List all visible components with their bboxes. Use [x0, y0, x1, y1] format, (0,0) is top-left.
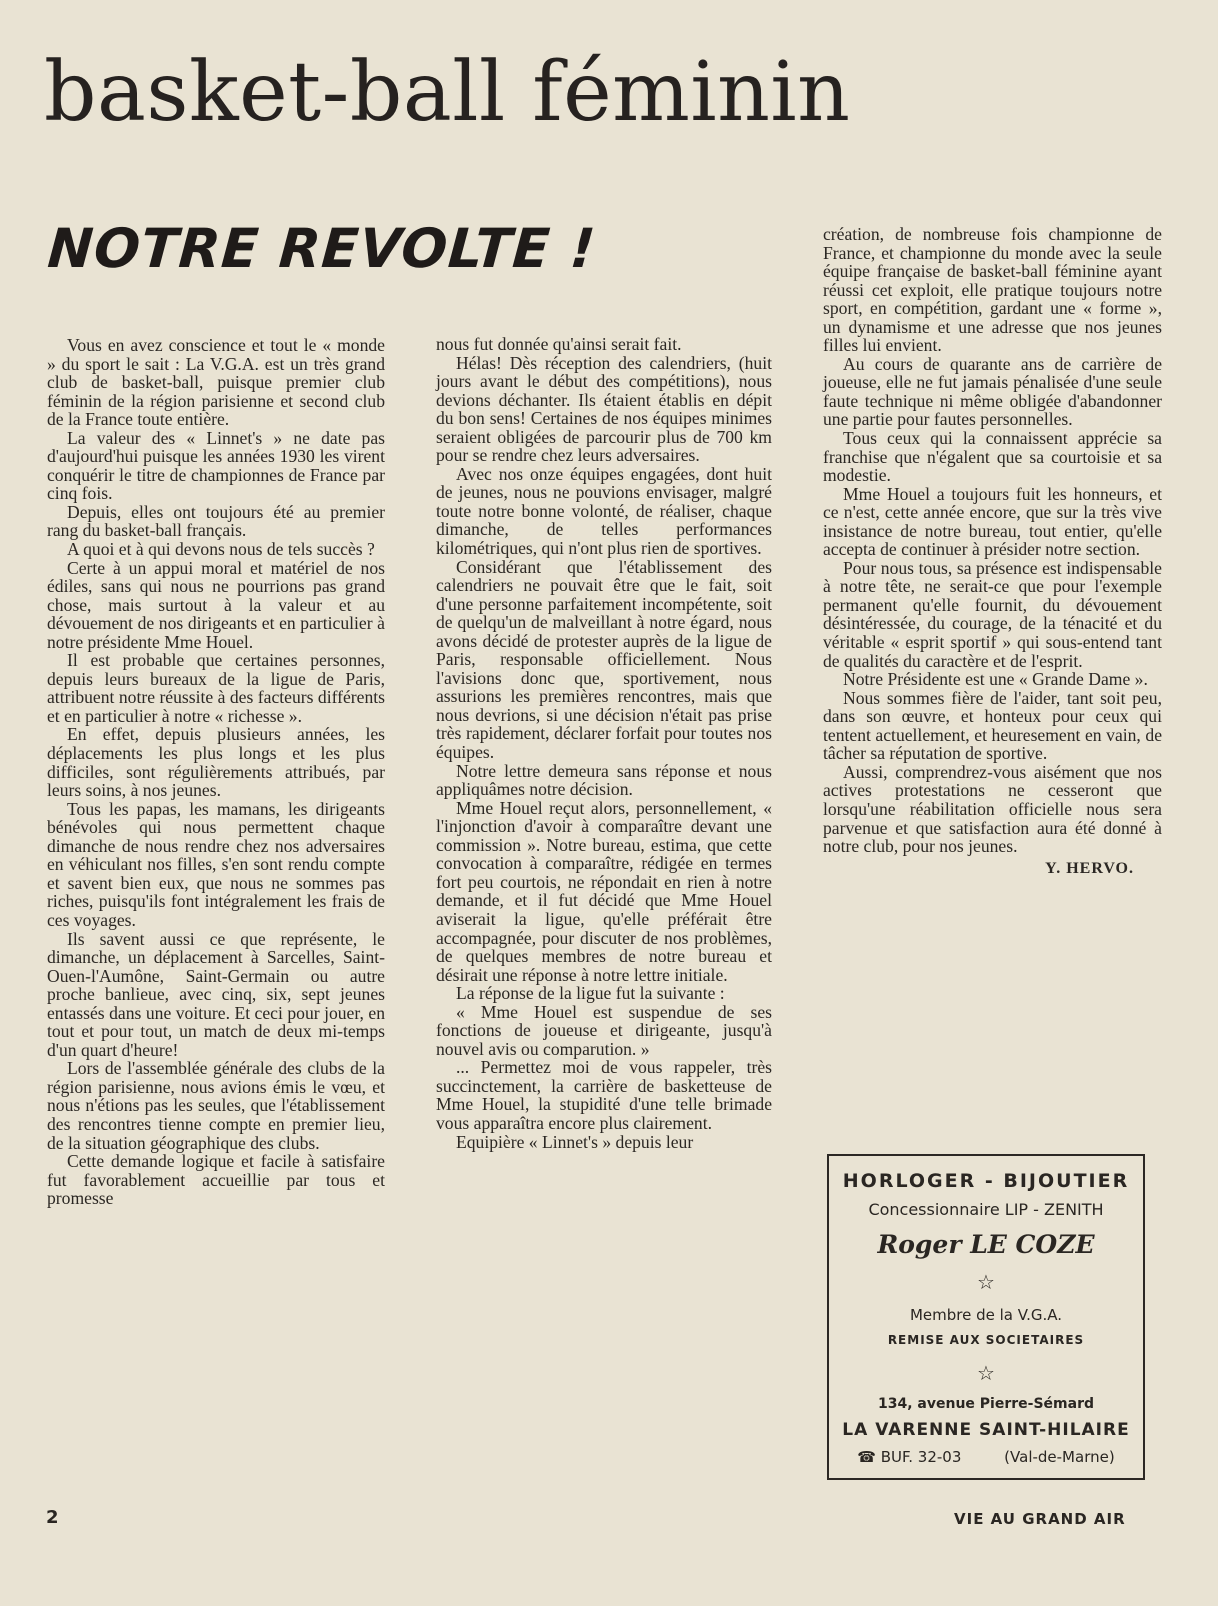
paragraph: Mme Houel a toujours fuit les honneurs, et ce n'est, cette année encore, que sur la très vive insistance de notre bureau, tout entier, qu'elle accepta de continuer à présider notre section.: [823, 483, 1162, 560]
paragraph: Tous les papas, les mamans, les dirigeants bénévoles qui nous permettent chaque dimanche de nous rendre chez nos adversaires en véhiculant nos filles, s'en sont rendu compte et savent bien eux, que nous ne sommes pas riches, puisqu'ils font intégralement les frais de ces voyages.: [47, 798, 385, 930]
paragraph: Notre lettre demeura sans réponse et nous appliquâmes notre décision.: [436, 760, 772, 800]
ad-membership: Membre de la V.G.A.: [909, 1306, 1063, 1324]
ad-city: LA VARENNE SAINT-HILAIRE: [842, 1420, 1130, 1440]
phone-icon: ☎: [857, 1448, 876, 1466]
paragraph: nous fut donnée qu'ainsi serait fait.: [436, 334, 682, 354]
paragraph: Pour nous tous, sa présence est indispensable à notre tête, ne serait-ce que pour l'exemple permanent qu'elle fournit, du dévouement désintéressée, du courage, de la ténacité et du véritable « esprit sportif » qui sous-entend tant de qualités du caractère et de l'esprit.: [823, 557, 1162, 671]
paragraph: La valeur des « Linnet's » ne date pas d'aujourd'hui puisque les années 1930 les virent conquérir le titre de championnes de France par cinq fois.: [47, 427, 385, 504]
paragraph: Cette demande logique et facile à satisfaire fut favorablement accueillie par tous et promesse: [47, 1151, 385, 1209]
paragraph: Tous ceux qui la connaissent apprécie sa franchise que n'égalent que sa courtoisie et sa modestie.: [823, 428, 1162, 486]
paragraph: La réponse de la ligue fut la suivante :: [456, 983, 725, 1004]
author-signature: Y. HERVO.: [1045, 859, 1134, 877]
star-icon: ☆: [977, 1270, 995, 1294]
article-column-2: [436, 335, 772, 1151]
paragraph: Mme Houel reçut alors, personnellement, « l'injonction d'avoir à comparaître devant une commission ». Notre bureau, estima, que cette convocation à comparaître, rédigée en termes fort peu courtois, ne répondait en rien à notre demande, et il fut décidé que Mme Houel aviserait la ligue, qu'elle préférait être accompagnée, pour discuter de nos problèmes, de quelques membres de notre bureau et désirait une réponse à notre lettre initiale.: [436, 797, 772, 985]
ad-phone-line: [829, 1448, 1143, 1466]
paragraph: En effet, depuis plusieurs années, les déplacements les plus longs et les plus difficiles, sont régulièrements attribués, par leurs soins, à nos jeunes.: [47, 724, 385, 801]
paragraph: Depuis, elles ont toujours été au premier rang du basket-ball français.: [47, 501, 385, 541]
paragraph: Lors de l'assemblée générale des clubs de la région parisienne, nous avions émis le vœu, et nous n'étions pas les seules, que l'établissement des rencontres tienne compte en premier lieu, de la situation géographique des clubs.: [47, 1058, 385, 1153]
magazine-title: VIE AU GRAND AIR: [954, 1510, 1126, 1528]
paragraph: Avec nos onze équipes engagées, dont huit de jeunes, nous ne pouvions envisager, malgré toute notre bonne volonté, de réaliser, chaque dimanche, de telles performances kilométriques, qui n'ont plus rien de sportives.: [436, 463, 772, 559]
paragraph: Certe à un appui moral et matériel de nos édiles, sans qui nous ne pourrions pas grand chose, mais surtout à la valeur et au dévouement de nos dirigeants et en particulier à notre présidente Mme Houel.: [47, 557, 385, 652]
paragraph: Hélas! Dès réception des calendriers, (huit jours avant le début des compétitions), nous devions déchanter. Ils étaient établis en dépit du bon sens! Certaines de nos équipes minimes seraient obligées de parcourir plus de 700 km pour se rendre chez leurs adversaires.: [436, 352, 772, 466]
article-headline: basket-ball féminin: [44, 45, 851, 140]
paragraph: Au cours de quarante ans de carrière de joueuse, elle ne fut jamais pénalisée d'une seule faute technique ni même obligée d'abandonner une partie pour fautes personnelles.: [823, 353, 1162, 430]
paragraph: Equipière « Linnet's » depuis leur: [456, 1131, 694, 1152]
paragraph: Nous sommes fière de l'aider, tant soit peu, dans son œuvre, et honteux pour ceux qui tentent actuellement, et heuresement en vain, de tâcher sa réputation de sportive.: [823, 687, 1162, 764]
paragraph: Aussi, comprendrez-vous aisément que nos actives protestations ne cesseront que lorsqu'une réabilitation officielle nous sera parvenue et que satisfaction aura été donné à notre club, pour nos jeunes.: [823, 761, 1162, 857]
article-column-3: [823, 225, 1162, 878]
ad-concession: Concessionnaire LIP - ZENITH: [868, 1200, 1104, 1219]
jeweler-advertisement: [827, 1154, 1145, 1480]
paragraph: Notre Présidente est une « Grande Dame ».: [843, 669, 1148, 690]
paragraph: A quoi et à qui devons nous de tels succès ?: [67, 539, 375, 560]
article-column-1: [47, 336, 385, 1208]
paragraph: « Mme Houel est suspendue de ses fonctions de joueuse et dirigeante, jusqu'à nouvel avis ou comparution. »: [436, 1001, 772, 1059]
star-icon: ☆: [977, 1361, 995, 1385]
ad-region: (Val-de-Marne): [1004, 1448, 1115, 1466]
paragraph: ... Permettez moi de vous rappeler, très succinctement, la carrière de basketteuse de Mme Houel, la stupidité d'une telle brimade vous apparaîtra encore plus clairement.: [436, 1057, 772, 1133]
ad-address: 134, avenue Pierre-Sémard: [878, 1396, 1094, 1412]
paragraph: Ils savent aussi ce que représente, le dimanche, un déplacement à Sarcelles, Saint-Ouen-l'Aumône, Saint-Germain ou autre proche banlieue, avec cinq, six, sept jeunes entassés dans une voiture. Et ceci pour jouer, en tout et pour tout, un match de deux mi-temps d'un quart d'heure!: [47, 928, 385, 1060]
paragraph: Considérant que l'établissement des calendriers ne pouvait être que le fait, soit d'une personne parfaitement incompétente, soit de quelqu'un de malveillant à notre égard, nous avons décidé de protester auprès de la ligue de Paris, responsable officiellement. Nous l'avisions donc que, sportivement, nous assurions les premières rencontres, mais que nous devrions, si une décision n'était pas prise très rapidement, déclarer forfait pour toutes nos équipes.: [436, 556, 772, 763]
paragraph: Vous en avez conscience et tout le « monde » du sport le sait : La V.G.A. est un très grand club de basket-ball, puisque premier club féminin de la région parisienne et second club de la France toute entière.: [47, 335, 385, 430]
ad-phone-number: BUF. 32-03: [880, 1448, 962, 1466]
paragraph: création, de nombreuse fois championne de France, et championne du monde avec la seule équipe française de basket-ball féminine ayant réussi cet exploit, elle pratique toujours notre sport, en compétition, gardant une « forme », un dynamisme et une adresse que nos jeunes filles lui envient.: [823, 224, 1162, 356]
ad-owner-name: Roger LE COZE: [877, 1230, 1095, 1259]
paragraph: Il est probable que certaines personnes, depuis leurs bureaux de la ligue de Paris, attribuent notre réussite à des facteurs différents et en particulier à notre « richesse ».: [47, 650, 385, 726]
ad-discount: REMISE AUX SOCIETAIRES: [887, 1333, 1085, 1347]
article-subhead: NOTRE REVOLTE !: [45, 217, 599, 280]
page-number: 2: [46, 1507, 59, 1528]
ad-title: HORLOGER - BIJOUTIER: [842, 1170, 1130, 1192]
